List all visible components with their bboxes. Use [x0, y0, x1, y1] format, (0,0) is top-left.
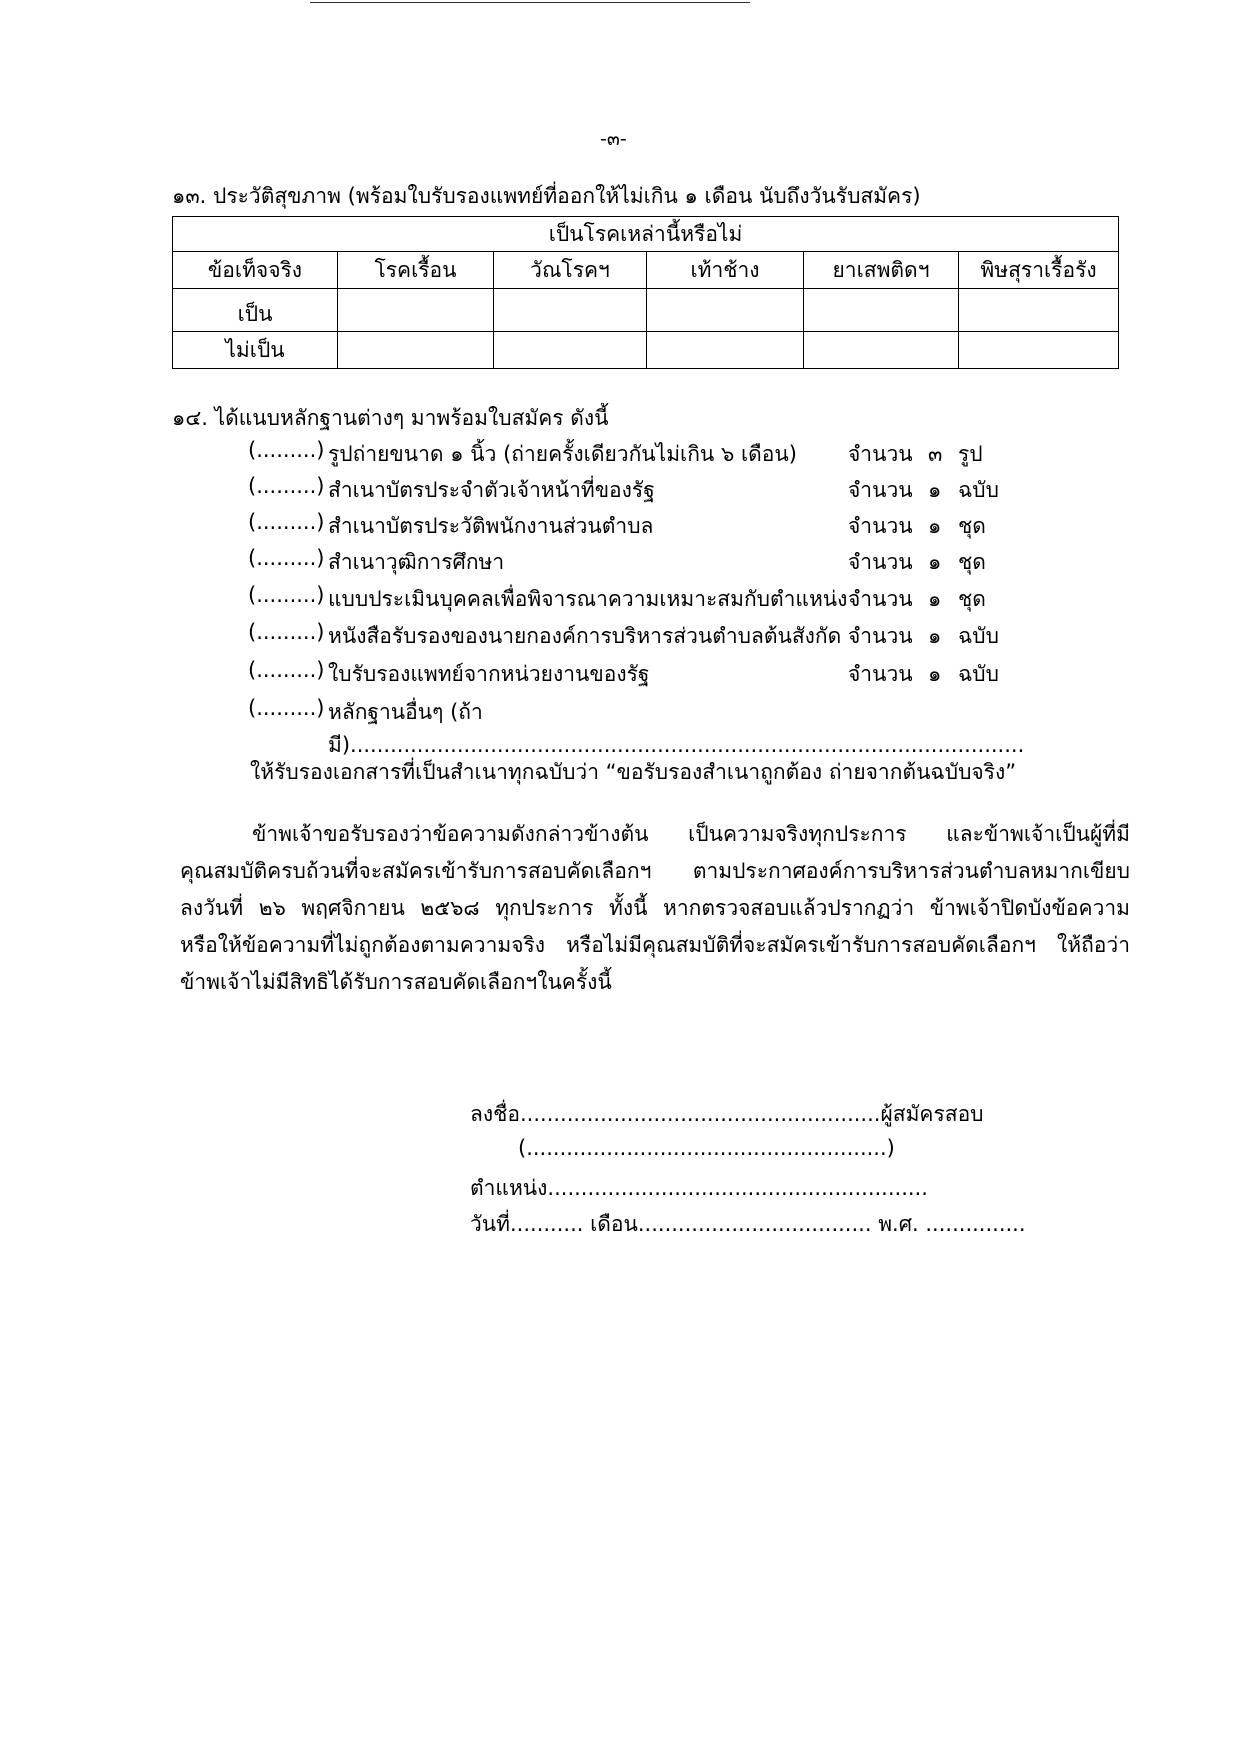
attachment-name: สำเนาบัตรประจำตัวเจ้าหน้าที่ของรัฐ [328, 478, 655, 502]
count-unit: ฉบับ [958, 478, 999, 502]
attachment-other-text: หลักฐานอื่นๆ (ถ้ามี)..................................................................................................... [328, 700, 1025, 757]
table-cell [804, 289, 959, 332]
table-row [173, 289, 1119, 332]
table-cell [804, 332, 959, 369]
declaration-line: ข้าพเจ้าขอรับรองว่าข้อความดังกล่าวข้างต้น เป็นความจริงทุกประการ และข้าพเจ้าเป็นผู้ที่มี [252, 822, 1130, 846]
check-mark-slot: (.........) [248, 620, 325, 644]
declaration-line: คุณสมบัติครบถ้วนที่จะสมัครเข้ารับการสอบคัดเลือกฯ ตามประกาศองค์การบริหารส่วนตำบลหมากเขียบ [180, 859, 1130, 883]
position-line: ตำแหน่ง......................................................... [470, 1176, 928, 1200]
check-mark-slot: (.........) [248, 438, 325, 462]
count-unit: ฉบับ [958, 662, 999, 686]
table-cell [959, 332, 1119, 369]
certify-note: ให้รับรองเอกสารที่เป็นสำเนาทุกฉบับว่า “ขอรับรองสำเนาถูกต้อง ถ่ายจากต้นฉบับจริง” [250, 760, 1017, 784]
table-row [173, 332, 1119, 369]
row-label: เป็น [173, 289, 338, 332]
table-cell [647, 289, 804, 332]
page-number: -๓- [600, 128, 627, 150]
attachment-item [248, 546, 1108, 580]
declaration-line: ข้าพเจ้าไม่มีสิทธิได้รับการสอบคัดเลือกฯในครั้งนี้ [180, 970, 612, 994]
check-mark-slot: (.........) [248, 510, 325, 534]
health-history-table [172, 216, 1119, 369]
count-value: ๑ [928, 514, 942, 538]
table-cell [959, 289, 1119, 332]
attachment-item [248, 620, 1108, 654]
count-value: ๑ [928, 478, 942, 502]
attachment-item [248, 658, 1108, 692]
attachment-name: หนังสือรับรองของนายกองค์การบริหารส่วนตำบลต้นสังกัด [328, 624, 842, 648]
column-header: ข้อเท็จจริง [173, 252, 338, 289]
table-cell [494, 332, 647, 369]
attachment-name: รูปถ่ายขนาด ๑ นิ้ว (ถ่ายครั้งเดียวกันไม่เกิน ๖ เดือน) [328, 442, 797, 466]
declaration-paragraph [180, 816, 1130, 1001]
table-title: เป็นโรคเหล่านี้หรือไม่ [173, 217, 1119, 252]
section14-heading: ๑๔. ได้แนบหลักฐานต่างๆ มาพร้อมใบสมัคร ดังนี้ [172, 406, 609, 430]
count-unit: รูป [958, 442, 983, 466]
count-value: ๓ [928, 442, 943, 466]
attachment-item [248, 510, 1108, 544]
attachment-item [248, 474, 1108, 508]
attachment-name: สำเนาบัตรประวัติพนักงานส่วนตำบล [328, 514, 654, 538]
check-mark-slot: (.........) [248, 696, 325, 720]
count-unit: ชุด [958, 514, 986, 538]
count-value: ๑ [928, 587, 942, 611]
column-header: ยาเสพติดฯ [804, 252, 959, 289]
column-header: พิษสุราเรื้อรัง [959, 252, 1119, 289]
column-header: เท้าช้าง [647, 252, 804, 289]
attachment-item [248, 583, 1108, 617]
check-mark-slot: (.........) [248, 583, 325, 607]
count-unit: ชุด [958, 550, 986, 574]
attachment-name: สำเนาวุฒิการศึกษา [328, 550, 505, 574]
attachment-item-other [248, 696, 1108, 757]
count-label: จำนวน [848, 514, 913, 538]
check-mark-slot: (.........) [248, 546, 325, 570]
count-value: ๑ [928, 550, 942, 574]
section13-heading: ๑๓. ประวัติสุขภาพ (พร้อมใบรับรองแพทย์ที่ออกให้ไม่เกิน ๑ เดือน นับถึงวันรับสมัคร) [172, 184, 921, 208]
signature-line: ลงชื่อ......................................................ผู้สมัครสอบ [470, 1102, 984, 1126]
check-mark-slot: (.........) [248, 474, 325, 498]
declaration-line: หรือให้ข้อความที่ไม่ถูกต้องตามความจริง หรือไม่มีคุณสมบัติที่จะสมัครเข้ารับการสอบคัดเลือกฯ ให้ถือว่า [180, 933, 1130, 957]
attachment-name: แบบประเมินบุคคลเพื่อพิจารณาความเหมาะสมกับตำแหน่ง [328, 587, 848, 611]
column-header: วัณโรคฯ [494, 252, 647, 289]
count-value: ๑ [928, 662, 942, 686]
printed-name-line: (......................................................) [518, 1136, 895, 1160]
count-label: จำนวน [848, 478, 913, 502]
row-label: ไม่เป็น [173, 332, 338, 369]
table-cell [494, 289, 647, 332]
declaration-line: ลงวันที่ ๒๖ พฤศจิกายน ๒๕๖๘ ทุกประการ ทั้งนี้ หากตรวจสอบแล้วปรากฏว่า ข้าพเจ้าปิดบังข้อความ [180, 896, 1130, 920]
count-label: จำนวน [848, 442, 913, 466]
attachment-item [248, 438, 1108, 472]
column-header: โรคเรื้อน [338, 252, 494, 289]
count-label: จำนวน [848, 550, 913, 574]
top-edge-line [310, 2, 750, 3]
count-label: จำนวน [848, 587, 913, 611]
table-cell [647, 332, 804, 369]
count-unit: ฉบับ [958, 624, 999, 648]
attachment-name: ใบรับรองแพทย์จากหน่วยงานของรัฐ [328, 662, 650, 686]
date-line: วันที่........... เดือน................................... พ.ศ. ............... [470, 1212, 1026, 1236]
check-mark-slot: (.........) [248, 658, 325, 682]
table-cell [338, 289, 494, 332]
count-value: ๑ [928, 624, 942, 648]
table-cell [338, 332, 494, 369]
count-label: จำนวน [848, 624, 913, 648]
count-unit: ชุด [958, 587, 986, 611]
count-label: จำนวน [848, 662, 913, 686]
